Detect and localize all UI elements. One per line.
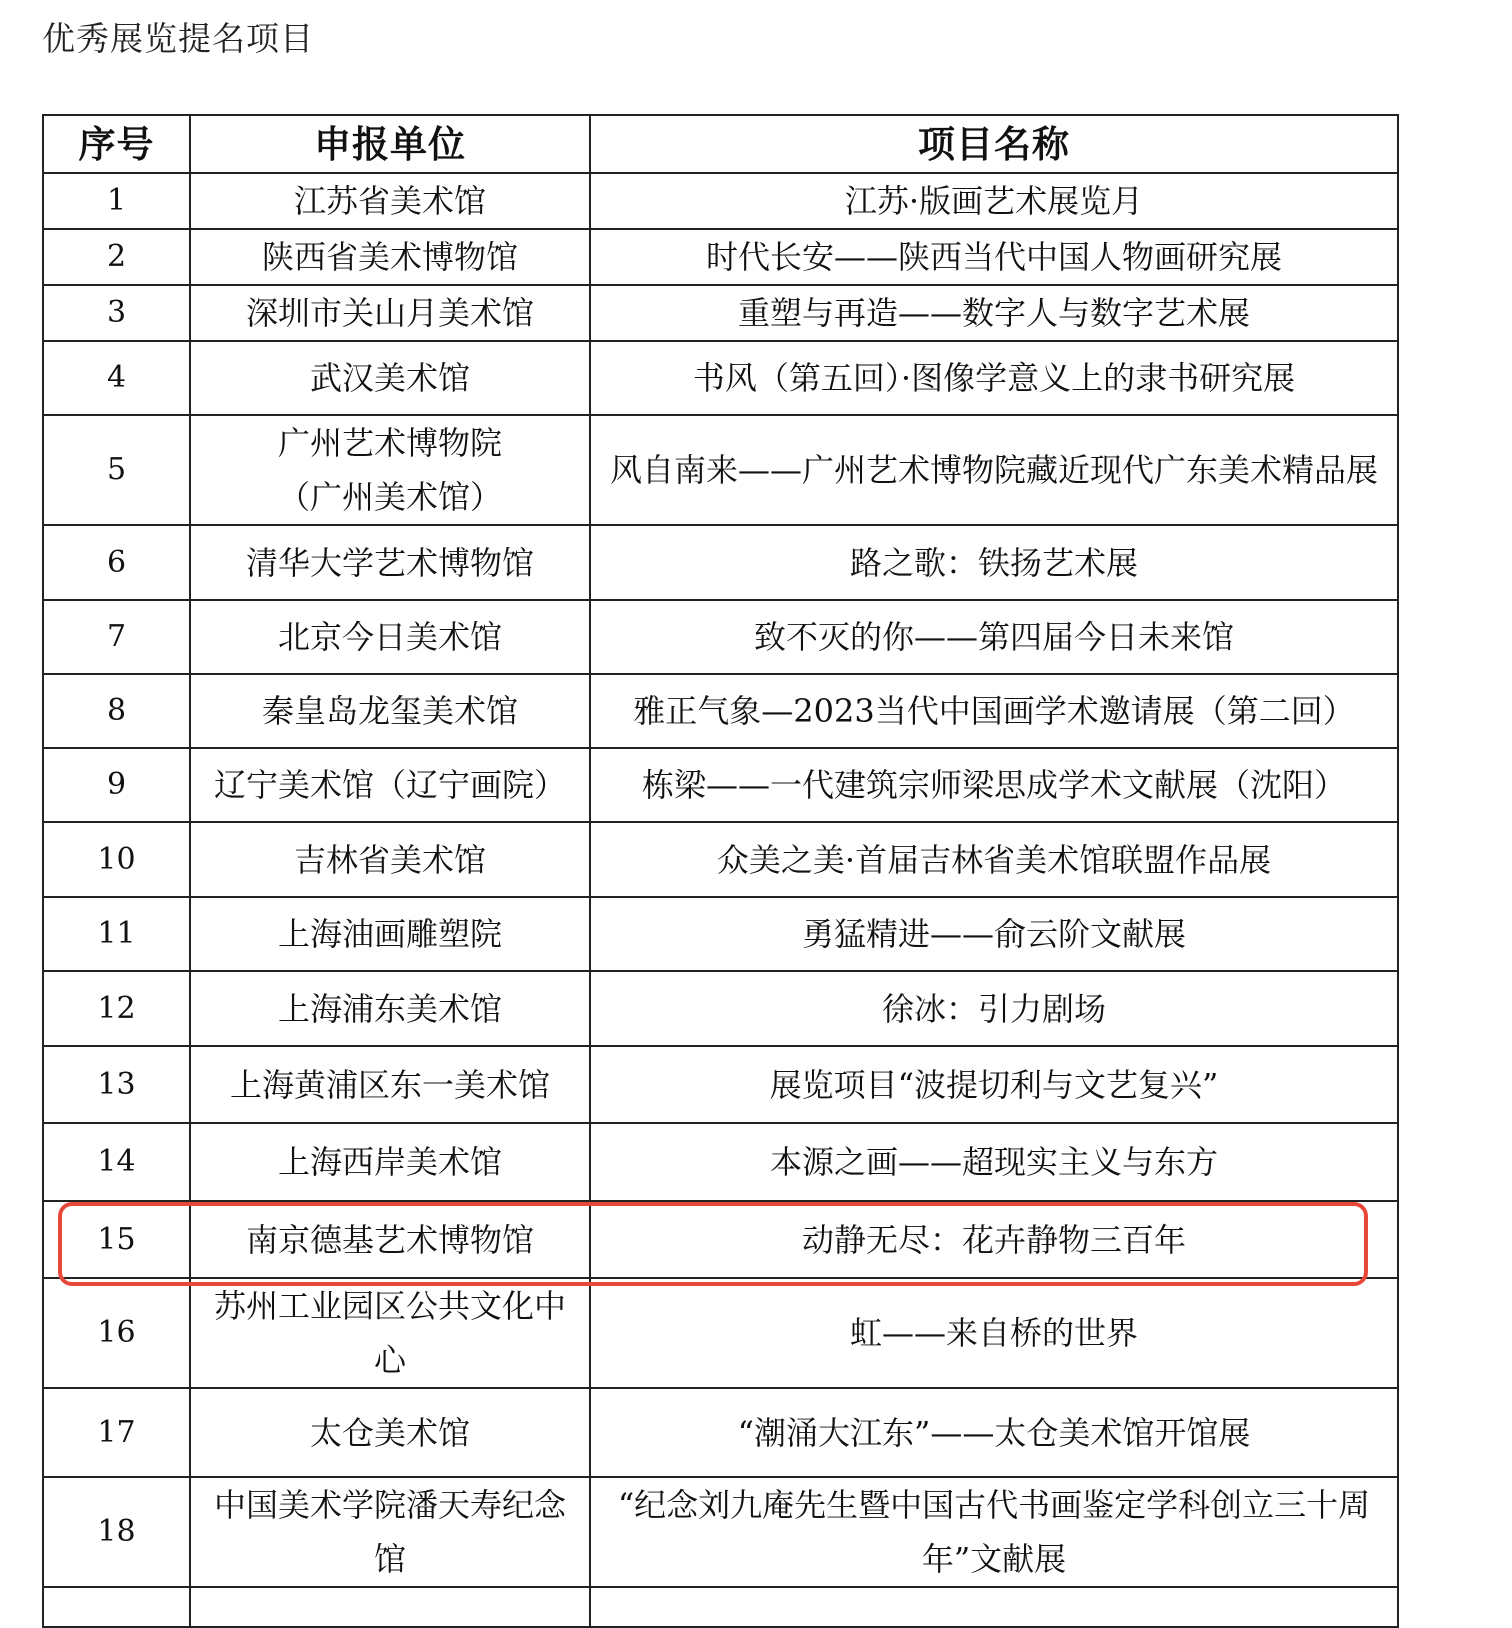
row-index: 14 [43,1123,190,1201]
table-row [43,971,1398,1046]
row-project: 本源之画——超现实主义与东方 [590,1123,1398,1201]
row-project: 风自南来——广州艺术博物院藏近现代广东美术精品展 [590,415,1398,525]
header-project: 项目名称 [590,115,1398,173]
row-index: 17 [43,1388,190,1477]
table-row [43,897,1398,971]
table-row-partial [43,1587,1398,1627]
row-unit: 上海黄浦区东一美术馆 [190,1046,590,1123]
row-project: 雅正气象—2023当代中国画学术邀请展（第二回） [590,674,1398,748]
row-index: 9 [43,748,190,822]
row-unit: 上海油画雕塑院 [190,897,590,971]
nomination-table [42,114,1399,1628]
row-index: 6 [43,525,190,600]
table-row [43,674,1398,748]
row-project: 重塑与再造——数字人与数字艺术展 [590,285,1398,341]
row-index: 1 [43,173,190,229]
table-row [43,525,1398,600]
row-project: 路之歌：铁扬艺术展 [590,525,1398,600]
row-index: 13 [43,1046,190,1123]
row-index: 8 [43,674,190,748]
header-unit: 申报单位 [190,115,590,173]
row-index: 16 [43,1278,190,1388]
row-index: 12 [43,971,190,1046]
table-row [43,822,1398,897]
row-index: 11 [43,897,190,971]
row-project: 动静无尽：花卉静物三百年 [590,1201,1398,1278]
row-unit: 陕西省美术博物馆 [190,229,590,285]
row-unit: 南京德基艺术博物馆 [190,1201,590,1278]
row-unit: 广州艺术博物院（广州美术馆） [190,415,590,525]
row-project: 徐冰：引力剧场 [590,971,1398,1046]
table-row [43,1201,1398,1278]
row-index: 7 [43,600,190,674]
row-index: 4 [43,341,190,415]
table-row [43,285,1398,341]
row-index: 5 [43,415,190,525]
row-project: 虹——来自桥的世界 [590,1278,1398,1388]
page-title: 优秀展览提名项目 [42,19,314,58]
row-index: 15 [43,1201,190,1278]
table-row [43,341,1398,415]
header-index: 序号 [43,115,190,173]
row-unit: 深圳市关山月美术馆 [190,285,590,341]
table-row [43,748,1398,822]
row-project: 书风（第五回）·图像学意义上的隶书研究展 [590,341,1398,415]
row-unit: 清华大学艺术博物馆 [190,525,590,600]
table-row [43,1046,1398,1123]
row-index: 18 [43,1477,190,1587]
table-row [43,415,1398,525]
table-row [43,600,1398,674]
row-project: 栋梁——一代建筑宗师梁思成学术文献展（沈阳） [590,748,1398,822]
row-project: 展览项目“波提切利与文艺复兴” [590,1046,1398,1123]
row-unit [190,1587,590,1627]
row-index: 3 [43,285,190,341]
row-unit: 太仓美术馆 [190,1388,590,1477]
row-project: 众美之美·首届吉林省美术馆联盟作品展 [590,822,1398,897]
table-row [43,173,1398,229]
row-project: 致不灭的你——第四届今日未来馆 [590,600,1398,674]
table-row [43,1477,1398,1587]
row-unit: 武汉美术馆 [190,341,590,415]
row-unit: 苏州工业园区公共文化中心 [190,1278,590,1388]
table-row [43,229,1398,285]
row-project: 时代长安——陕西当代中国人物画研究展 [590,229,1398,285]
row-project: 勇猛精进——俞云阶文献展 [590,897,1398,971]
row-project [590,1587,1398,1627]
row-index: 10 [43,822,190,897]
row-unit: 辽宁美术馆（辽宁画院） [190,748,590,822]
table-header-row [43,115,1398,173]
table-row [43,1278,1398,1388]
row-unit: 江苏省美术馆 [190,173,590,229]
row-index: 2 [43,229,190,285]
table-row [43,1123,1398,1201]
row-project: “纪念刘九庵先生暨中国古代书画鉴定学科创立三十周年”文献展 [590,1477,1398,1587]
row-unit: 上海浦东美术馆 [190,971,590,1046]
row-unit: 北京今日美术馆 [190,600,590,674]
row-project: “潮涌大江东”——太仓美术馆开馆展 [590,1388,1398,1477]
table-row [43,1388,1398,1477]
row-index [43,1587,190,1627]
row-unit: 秦皇岛龙玺美术馆 [190,674,590,748]
row-unit: 中国美术学院潘天寿纪念馆 [190,1477,590,1587]
row-unit: 吉林省美术馆 [190,822,590,897]
row-unit: 上海西岸美术馆 [190,1123,590,1201]
row-project: 江苏·版画艺术展览月 [590,173,1398,229]
